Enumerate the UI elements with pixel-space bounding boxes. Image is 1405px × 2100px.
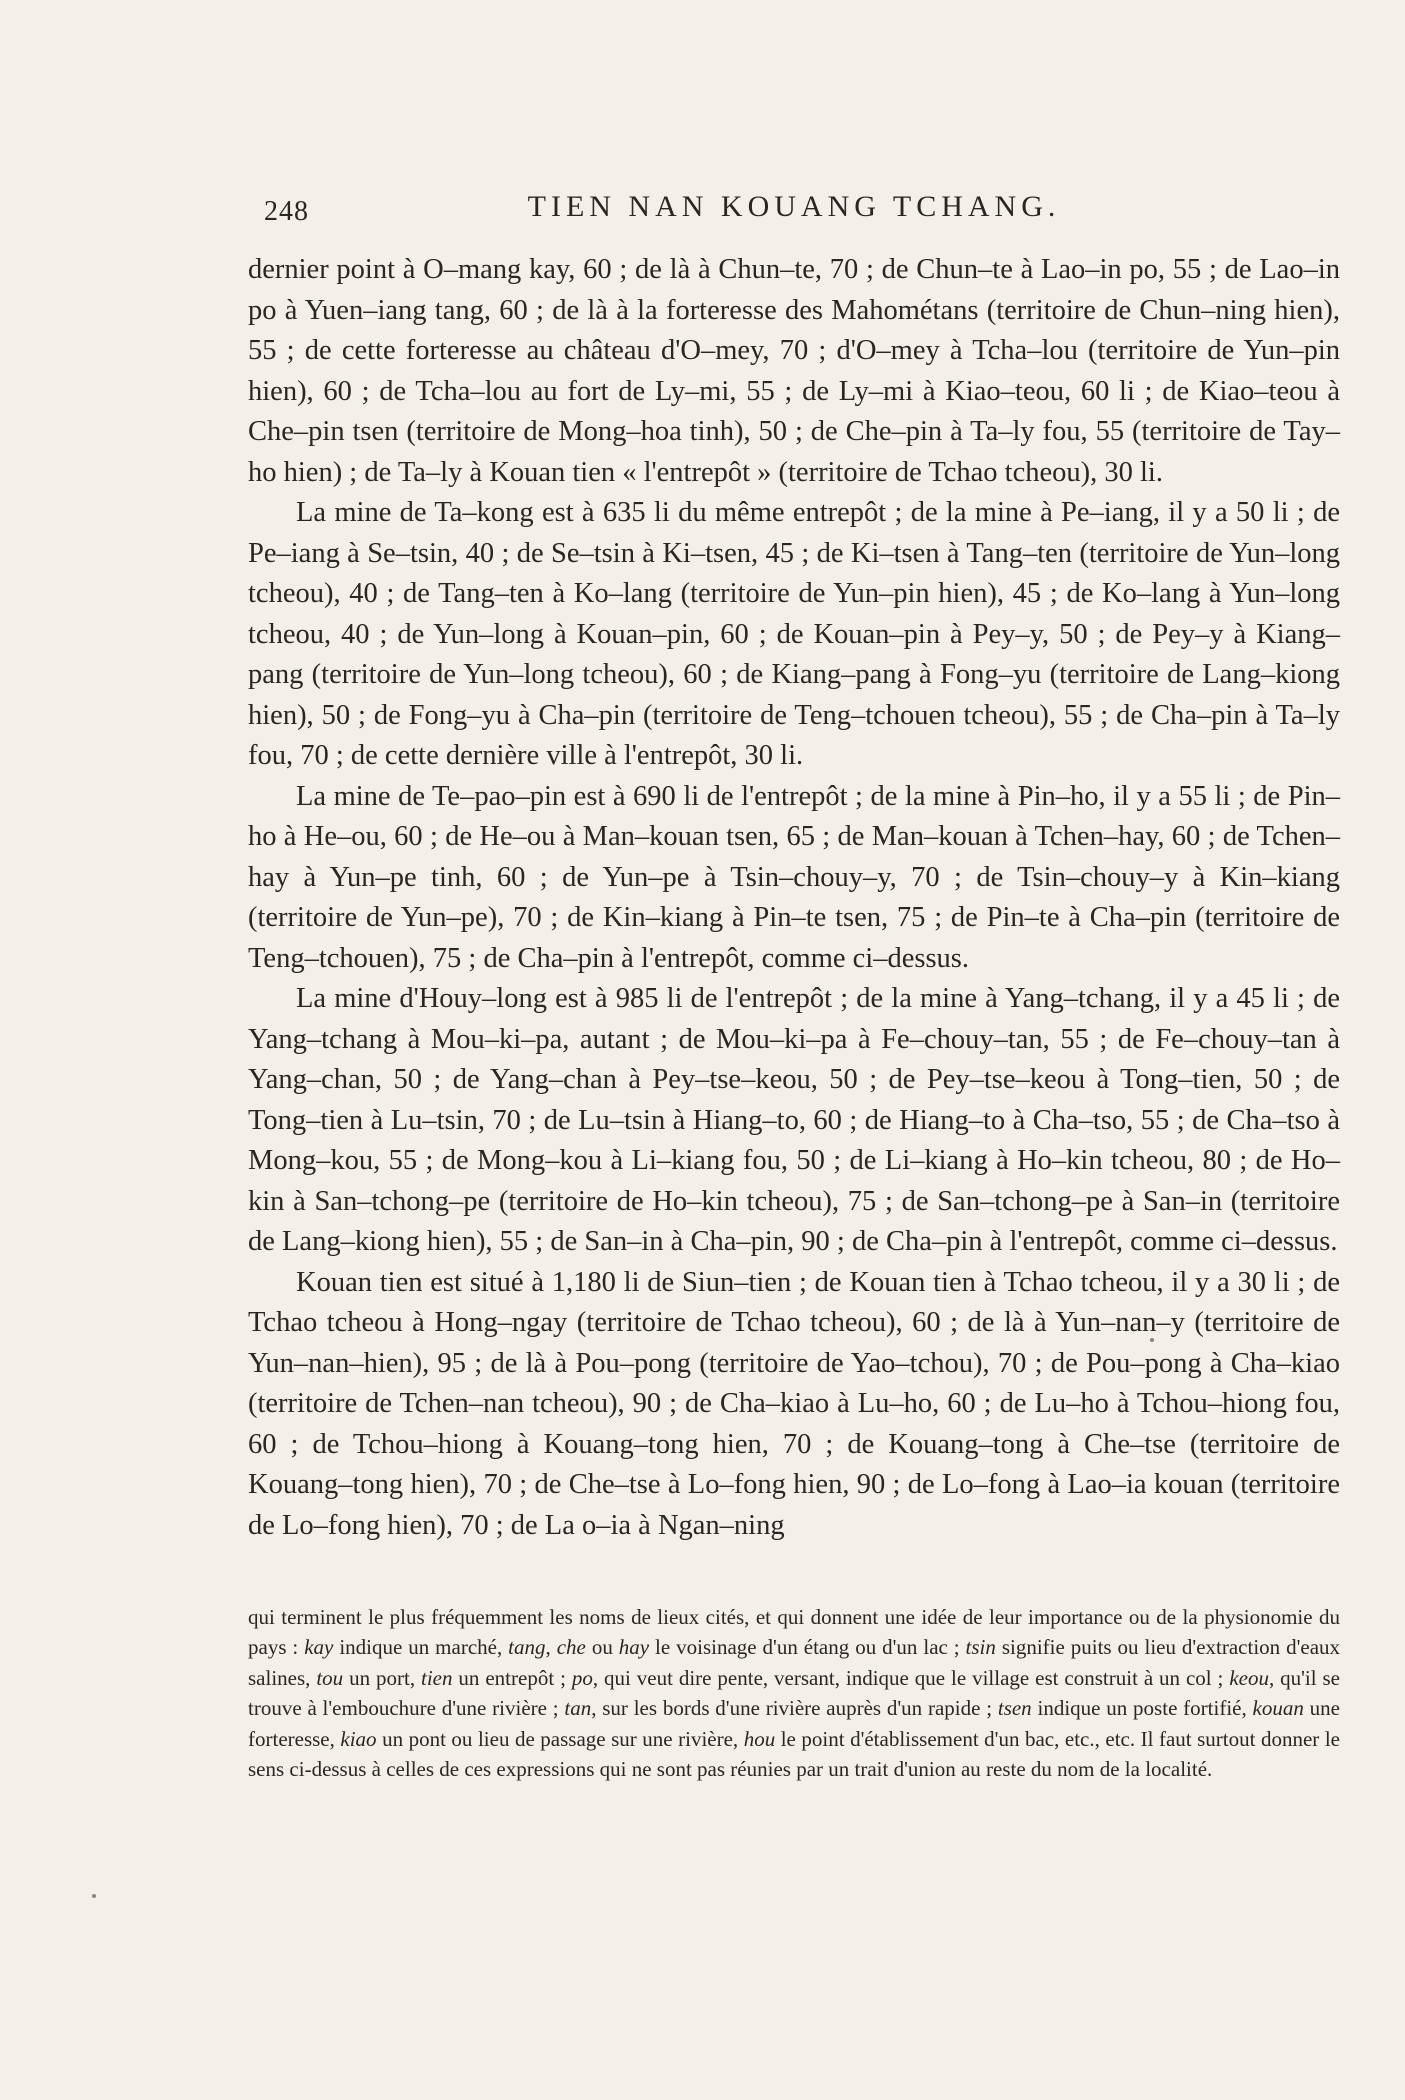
- term-hou: hou: [743, 1726, 776, 1751]
- main-text: [248, 250, 1340, 1546]
- page-number: 248: [264, 196, 309, 227]
- term-tien: tien: [421, 1665, 453, 1690]
- page-header: [248, 190, 1340, 242]
- term-tan: tan: [564, 1696, 592, 1721]
- book-page: [248, 190, 1340, 2070]
- term-kay: kay: [304, 1635, 334, 1660]
- term-tang: tang: [508, 1635, 546, 1660]
- paragraph-kouan-tien: Kouan tien est situé à 1,180 li de Siun–tien ; de Kouan tien à Tchao tcheou, il y a 30 li ; de Tchao tcheou à Hong–ngay (territoire de Tchao tcheou), 60 ; de là à Yun–nan–y (territoire de Yun–nan–hien), 95 ; de là à Pou–pong (territoire de Yao–tchou), 70 ; de Pou–pong à Cha–kiao (territoire de Tchen–nan tcheou), 90 ; de Cha–kiao à Lu–ho, 60 ; de Lu–ho à Tchou–hiong fou, 60 ; de Tchou–hiong à Kouang–tong hien, 70 ; de Kouang–tong à Che–tse (territoire de Kouang–tong hien), 70 ; de Che–tse à Lo–fong hien, 90 ; de Lo–fong à Lao–ia kouan (territoire de Lo–fong hien), 70 ; de La o–ia à Ngan–ning: [248, 1266, 1340, 1541]
- term-po: po: [571, 1665, 593, 1690]
- paper-speck: [1150, 1338, 1154, 1342]
- term-tsen: tsen: [997, 1696, 1032, 1721]
- term-tsin: tsin: [965, 1635, 996, 1660]
- running-title: TIEN NAN KOUANG TCHANG.: [527, 190, 1061, 223]
- term-kouan: kouan: [1252, 1696, 1304, 1721]
- term-che: che: [556, 1635, 586, 1660]
- term-keou: keou: [1229, 1665, 1269, 1690]
- footnote-text: qui terminent le plus fréquemment les noms de lieux cités, et qui donnent une idée de leur importance ou de la physionomie du pays : kay indique un marché, tang, che ou hay le voisinage d'un étang ou d'un lac ; tsin signifie puits ou lieu d'extraction d'eaux salines, tou un port, tien un entrepôt ; po, qui veut dire pente, versant, indique que le village est construit à un col ; keou, qu'il se trouve à l'embouchure d'une rivière ; tan, sur les bords d'une rivière auprès d'un rapide ; tsen indique un poste fortifié, kouan une forteresse, kiao un pont ou lieu de passage sur une rivière, hou le point d'établissement d'un bac, etc., etc. Il faut surtout donner le sens ci-dessus à celles de ces expressions qui ne sont pas réunies par un trait d'union au reste du nom de la localité.: [248, 1605, 1341, 1782]
- paragraph-mine-houy-long: La mine d'Houy–long est à 985 li de l'entrepôt ; de la mine à Yang–tchang, il y a 45 li ; de Yang–tchang à Mou–ki–pa, autant ; de Mou–ki–pa à Fe–chouy–tan, 55 ; de Fe–chouy–tan à Yang–chan, 50 ; de Yang–chan à Pey–tse–keou, 50 ; de Pey–tse–keou à Tong–tien, 50 ; de Tong–tien à Lu–tsin, 70 ; de Lu–tsin à Hiang–to, 60 ; de Hiang–to à Cha–tso, 55 ; de Cha–tso à Mong–kou, 55 ; de Mong–kou à Li–kiang fou, 50 ; de Li–kiang à Ho–kin tcheou, 80 ; de Ho–kin à San–tchong–pe (territoire de Ho–kin tcheou), 75 ; de San–tchong–pe à San–in (territoire de Lang–kiong hien), 55 ; de San–in à Cha–pin, 90 ; de Cha–pin à l'entrepôt, comme ci–dessus.: [248, 983, 1340, 1257]
- paragraph-mine-te-pao-pin: La mine de Te–pao–pin est à 690 li de l'entrepôt ; de la mine à Pin–ho, il y a 55 li ; de Pin–ho à He–ou, 60 ; de He–ou à Man–kouan tsen, 65 ; de Man–kouan à Tchen–hay, 60 ; de Tchen–hay à Yun–pe tinh, 60 ; de Yun–pe à Tsin–chouy–y, 70 ; de Tsin–chouy–y à Kin–kiang (territoire de Yun–pe), 70 ; de Kin–kiang à Pin–te tsen, 75 ; de Pin–te à Cha–pin (territoire de Teng–tchouen), 75 ; de Cha–pin à l'entrepôt, comme ci–dessus.: [248, 780, 1340, 974]
- footnote: [248, 1602, 1340, 1784]
- paragraph-mine-ta-kong: La mine de Ta–kong est à 635 li du même entrepôt ; de la mine à Pe–iang, il y a 50 li ; de Pe–iang à Se–tsin, 40 ; de Se–tsin à Ki–tsen, 45 ; de Ki–tsen à Tang–ten (territoire de Yun–long tcheou), 40 ; de Tang–ten à Ko–lang (territoire de Yun–pin hien), 45 ; de Ko–lang à Yun–long tcheou, 40 ; de Yun–long à Kouan–pin, 60 ; de Kouan–pin à Pey–y, 50 ; de Pey–y à Kiang–pang (territoire de Yun–long tcheou), 60 ; de Kiang–pang à Fong–yu (territoire de Lang–kiong hien), 50 ; de Fong–yu à Cha–pin (territoire de Teng–tchouen tcheou), 55 ; de Cha–pin à Ta–ly fou, 70 ; de cette dernière ville à l'entrepôt, 30 li.: [248, 497, 1340, 771]
- paragraph-route-omang: dernier point à O–mang kay, 60 ; de là à Chun–te, 70 ; de Chun–te à Lao–in po, 55 ; de Lao–in po à Yuen–iang tang, 60 ; de là à la forteresse des Mahométans (territoire de Chun–ning hien), 55 ; de cette forteresse au château d'O–mey, 70 ; d'O–mey à Tcha–lou (territoire de Yun–pin hien), 60 ; de Tcha–lou au fort de Ly–mi, 55 ; de Ly–mi à Kiao–teou, 60 li ; de Kiao–teou à Che–pin tsen (territoire de Mong–hoa tinh), 50 ; de Che–pin à Ta–ly fou, 55 (territoire de Tay–ho hien) ; de Ta–ly à Kouan tien « l'entrepôt » (territoire de Tchao tcheou), 30 li.: [248, 254, 1340, 488]
- term-hay: hay: [618, 1635, 650, 1660]
- term-kiao: kiao: [340, 1726, 377, 1751]
- paper-speck: [92, 1894, 96, 1898]
- term-tou: tou: [316, 1665, 344, 1690]
